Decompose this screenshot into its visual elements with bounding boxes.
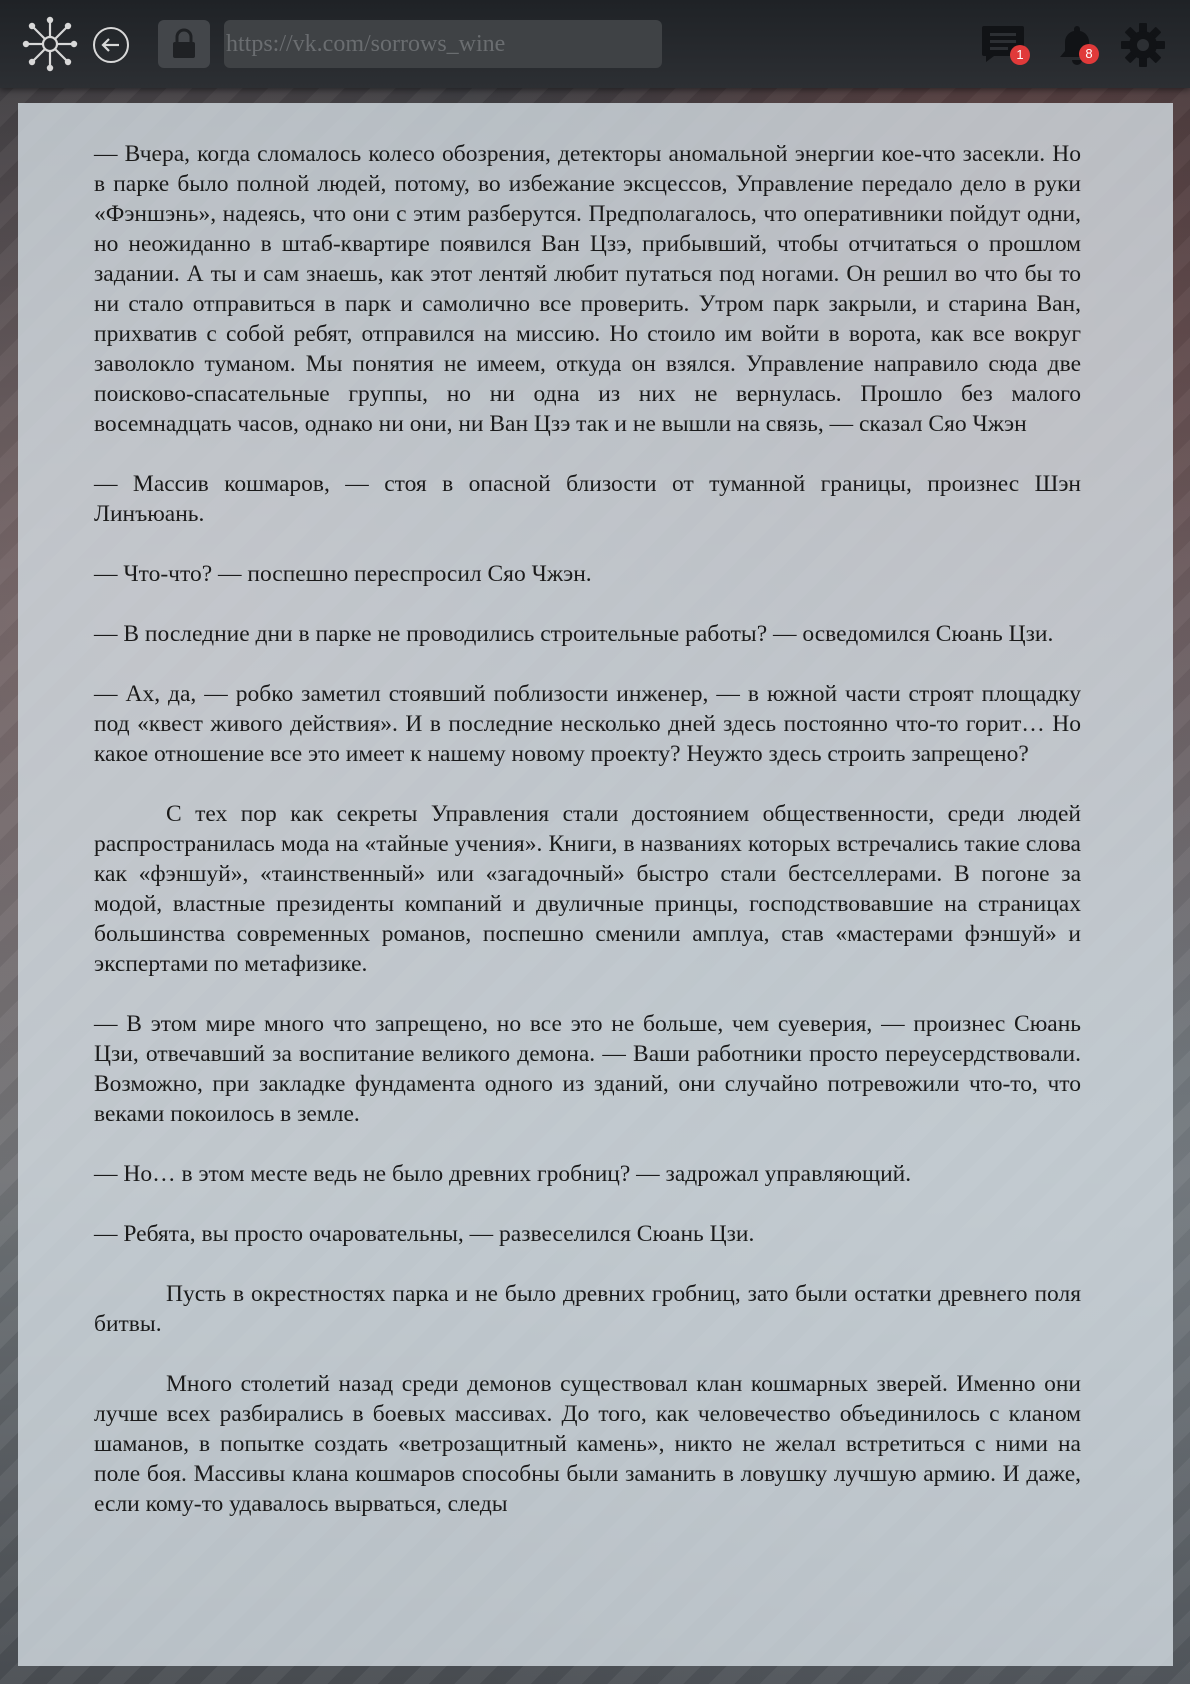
story-paragraph: — В последние дни в парке не проводились строительные работы? — осведомился Сюань Цзи. [94,621,1054,647]
story-paragraph: — В этом мире много что запрещено, но все это не больше, чем суеверия, — произнес Сюань Цзи, отвечавший за воспитание великого демона. — Ваши работники просто переусердствовали. Возможно, при закладке фундамента одного из зданий, они случайно потревожили что-то, что веками покоилось в земле. [94,1011,1081,1127]
settings-button[interactable] [1118,20,1168,70]
story-paragraph: — Массив кошмаров, — стоя в опасной близости от туманной границы, произнес Шэн Линъюань. [94,471,1081,527]
network-hub-icon[interactable] [22,16,78,72]
notifications-badge: 8 [1079,44,1099,64]
story-paragraph: — Вчера, когда сломалось колесо обозрения, детекторы аномальной энергии кое-что засекли. Но в парке было полной людей, потому, во избежание эксцессов, Управление передало дело в руки «Фэншэнь», надеясь, что они с этим разберутся. Предполагалось, что оперативники пойдут одни, но неожиданно в штаб-квартире появился Ван Цзэ, прибывший, чтобы отчитаться о прошлом задании. А ты и сам знаешь, как этот лентяй любит путаться под ногами. Он решил во что бы то ни стало отправиться в парк и самолично все проверить. Утром парк закрыли, и старина Ван, прихватив с собой ребят, отправился на миссию. Но стоило им войти в ворота, как все вокруг заволокло туманом. Мы понятия не имеем, откуда он взялся. Управление направило сюда две поисково-спасательные группы, но ни одна из них не вернулась. Прошло без малого восемнадцать часов, однако ни они, ни Ван Цзэ так и не вышли на связь, — сказал Сяо Чжэн [94,141,1081,437]
story-paragraph: — Но… в этом месте ведь не было древних гробниц? — задрожал управляющий. [94,1161,912,1187]
story-paragraph: — Ребята, вы просто очаровательны, — развеселился Сюань Цзи. [94,1221,755,1247]
lock-button[interactable] [158,20,210,68]
story-paragraph: Много столетий назад среди демонов существовал клан кошмарных зверей. Именно они лучше всех разбирались в боевых массивах. До того, как человечество объединилось с кланом шаманов, в попытке создать «ветрозащитный камень», никто не желал встретиться с ними на поле боя. Массивы клана кошмаров способны были заманить в ловушку лучшую армию. И даже, если кому-то удавалось вырваться, следы [94,1371,1081,1517]
messages-button[interactable] [980,20,1030,70]
story-paragraph: С тех пор как секреты Управления стали достоянием общественности, среди людей распространилась мода на «тайные учения». Книги, в названиях которых встречались такие слова как «фэншуй», «таинственный» или «загадочный» быстро стали бестселлерами. В погоне за модой, властные президенты компаний и двуличные принцы, господствовавшие на страницах большинства современных романов, поспешно сменили амплуа, став «мастерами фэншуй» и экспертами по метафизике. [94,801,1081,977]
reading-panel [18,103,1173,1666]
story-paragraph: — Что-что? — поспешно переспросил Сяо Чжэн. [94,561,592,587]
messages-badge: 1 [1010,45,1030,65]
back-arrow-icon[interactable] [92,26,130,64]
lock-icon [169,28,199,60]
url-input[interactable] [224,20,662,68]
story-paragraph: Пусть в окрестностях парка и не было древних гробниц, зато были остатки древнего поля битвы. [94,1281,1081,1337]
story-paragraph: — Ах, да, — робко заметил стоявший поблизости инженер, — в южной части строят площадку под «квест живого действия». И в последние несколько дней здесь постоянно что-то горит… Но какое отношение все это имеет к нашему новому проекту? Неужто здесь строить запрещено? [94,681,1081,767]
gear-icon [1118,20,1168,70]
top-bar [0,0,1190,88]
notifications-button[interactable] [1052,20,1102,70]
